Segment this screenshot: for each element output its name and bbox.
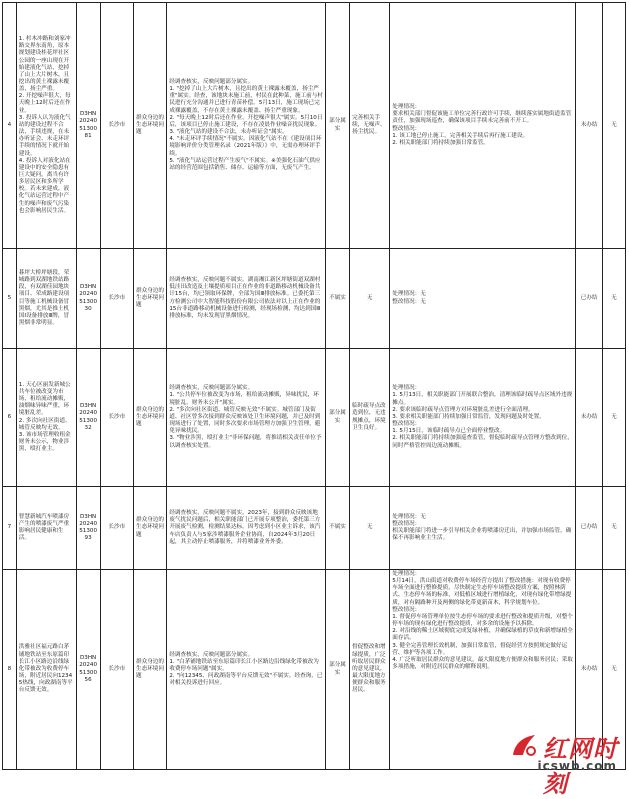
process-result: 处理情况： 5月14日，洪山街道对收费停车场经营方提出了整改措施：对现有收费停车场全面进行整修提质，尽快制定生态停车场整改提质方案，按照林荫式、生态停车场的标准，对低植区域进行增植绿化，对现有绿化带增绿提质，对有隔路种开及两侧的绿化带更新苗木，科学规划车位。 整改情况： 1. 督促停车场管理单位按生态停车场的要求进行整改和提质升级，对整个停车场的现有绿化进行整改提质，对多余的设施予以拆除。 2. 对沿线的稀土区域彻底完成复绿补植，并确保绿植的草皮和新增绿植全面存活。 3. 健全完善管理长效机制，加强日常监管，督促经营方按照规定做好运营、维护等各项工作。 4. 广泛听取居民群众的意见建议，最大限度地方便群众和服务居民；采取多项措施，对附近居民群众的解释说明。 (390, 570, 576, 770)
row-number: 6 (3, 349, 17, 487)
table-row-7 (3, 487, 626, 570)
problem-type: 群众身边的生态环境问题 (134, 3, 167, 249)
completion-status: 已办结 (576, 249, 602, 349)
accountability: 无 (602, 570, 625, 770)
row-number: 4 (3, 3, 17, 249)
city: 长沙市 (100, 249, 133, 349)
problem-type: 群众身边的生态环境问题 (134, 570, 167, 770)
process-result: 处理情况： 要求相关部门督促该施工单位完善行政许可手续，继续落实属地街道监管责任，加强现场巡查，确保该项目手续未完善前不开工。 整改情况： 1. 该工地已停止施工，完善相关手续后再行施工建设。 2. 相关职能部门将持续加强日常监管。 (390, 3, 576, 249)
row-number: 5 (3, 249, 17, 349)
complaint-content: 智慧新城汽车喷漆房产生的喷漆废气严重影响居民健康和生活。 (16, 487, 76, 570)
process-result: 处理情况： 1. 5月13日，相关职能部门开展联合整治，清理该临时疏导点区域外违规摊点。 2. 要求该临时疏导点管理方对环境脏乱差进行全面清理。 3. 要求相关职能部门持续加强日常监管，发现问题及时处置。 整改情况： 1. 5月15日，该临时疏导点已全面停业整改。 2. 相关职能部门将持续加强巡查监管，督促临时疏导点管理方整改到位，同时严格管控周边流动摊贩。 (390, 349, 576, 487)
completion-status: 已办结 (576, 487, 602, 570)
accountability: 无 (602, 249, 625, 349)
red-flag-logo-icon (509, 731, 539, 759)
completion-status: 未办结 (576, 570, 602, 770)
handled-status: 无 (350, 487, 390, 570)
watermark-site: icswb.com (537, 759, 617, 773)
brand-watermark (507, 729, 623, 798)
fact-status: 部分属实 (325, 3, 349, 249)
complaint-content: 1. 天心区丽发新城公共车位被改变为市场，租给流动摊贩，油烟味异味严重，环境脏乱差。 2. 多次向社区街道、城管反映均无效。 3. 该市场管理收租金财务未公示，物业涉黑，殴打业主。 (16, 349, 76, 487)
case-code: D3HN202405130093 (76, 487, 100, 570)
problem-type: 群众身边的生态环境问题 (134, 487, 167, 570)
fact-status: 部分属实 (325, 570, 349, 770)
completion-status: 未办结 (576, 349, 602, 487)
case-code: D3HN202405130030 (76, 249, 100, 349)
verification-result: 经调查核实，反映问题部分属实。 1. "挖掉了山上大片树木，且挖出的黄土裸露未覆盖，扬尘严重"属实。经查，该地块未施工前，村民在此种菜，施工前与村民进行充分沟通并已进行青苗补偿。5月13日，施工现场已完成裸露覆盖，不存在黄土裸露未覆盖、扬尘严重现象。 2. "每天晚上12时后还在作业，开挖噪声很大"属实。5月10日后，该项目已停止施工建设，不存在凌晨作业噪音扰民现象。 3. "液化气站的建设不合法，未办听证会"属实。 4. "未走环评手续情况"不属实。因液化气站不在《建设项目环境影响评价分类管理名录（2021年版）》中，无需办理环评手续。 5. "液化气站运营过程产生废气"不属实。※美强化石油气供应站的经营范围包括销售、储存、运输等方面，无废气产生。 (167, 3, 326, 249)
table-row-6 (3, 349, 626, 487)
city: 长沙市 (100, 3, 133, 249)
table-row-4 (3, 3, 626, 249)
handled-status: 临时疏导点改造到位，无违规摊点，环境卫生良好。 (350, 349, 390, 487)
city: 长沙市 (100, 570, 133, 770)
complaint-content: 暮坪大桥坪塘段，荣城路到双湖地铁站路段，有双湖佳园地块项目、荣成路建设项目等施工机械设备冒黑烟，尤其是推土机国Ⅰ设备排放Ⅲ牌，冒黑烟非常明显。 (16, 249, 76, 349)
verification-result: 经调查核实，反映问题部分属实。 1. "公共停车位被改变为市场，租给流动摊贩，异味扰民，环境脏乱，财务未公开"属实。 2. "多次向社区街道、城管反映无效"不属实。城管部门及街道、社区曾多次接到群众反映该处卫生环境问题，并已及时到现场进行了处置，同时多次要求市场管理方加强卫生管理，避免异味扰民。 3. "物业涉黑，殴打业主"非环保问题，将推请相关责任单位予以调查核实处置。 (167, 349, 326, 487)
petition-table (2, 2, 626, 770)
city: 长沙市 (100, 487, 133, 570)
case-code: D3HN202405130056 (76, 570, 100, 770)
problem-type: 群众身边的生态环境问题 (134, 249, 167, 349)
fact-status: 部分属实 (325, 349, 349, 487)
verification-result: 经调查核实，反映问题部分属实。 1. "白茅铺地铁站至东原篇印长江小区路边沿线绿化带被改为收费停车场问题"属实。 2. "向12345、问政湖南等平台反馈无效"不属实。经查询，已对相关投诉进行回应。 (167, 570, 326, 770)
case-code: D3HN202405130032 (76, 349, 100, 487)
fact-status: 不属实 (325, 249, 349, 349)
verification-result: 经调查核实，反映问题不属实。2023年，接到群众反映该地废气扰民问题后，相关职能部门已开展专项整治，委托第三方开展废气检测，检测结果达标。因考虑到小区业主诉求，该汽车店负责人与5家涉喷漆服务企业协商，自2024年3月20日起，其主动停止喷漆服务，并将喷漆业务外委。 (167, 487, 326, 570)
row-number: 7 (3, 487, 17, 570)
problem-type: 群众身边的生态环境问题 (134, 349, 167, 487)
row-number: 8 (3, 570, 17, 770)
accountability: 无 (602, 487, 625, 570)
fact-status: 不属实 (325, 487, 349, 570)
completion-status: 未办结 (576, 3, 602, 249)
process-result: 处理情况：无 整改情况：无 (390, 249, 576, 349)
verification-result: 经调查核实，反映问题不属实。湖南湘江新区坪塘街道双湖村低洼田改造及土壤提质项目正在作业的非道路移动机械设备共计15台，均已领取环保牌，全部为国Ⅲ排放标准。已委托第三方检测公司中大智能科技股份有限公司依法对以上正在作业的15台非道路移动机械设备进行检测，经现场检测，均达到国Ⅲ排放标准，均未发现冒黑烟情况。 (167, 249, 326, 349)
accountability: 无 (602, 3, 625, 249)
process-result: 处理情况：无 整改情况： 相关职能部门将进一步引导相关企业将喷漆房迁出，并加强市场监管，确保不再影响业主生活。 (390, 487, 576, 570)
complaint-content: 洪雅社区福元路白茅铺地铁站至东原篇印长江小区路边沿线绿化带被改为收费停车场，附近居民向12345热线，向政湖南等平台反馈无效。 (16, 570, 76, 770)
handled-status: 无 (350, 249, 390, 349)
accountability: 无 (602, 349, 625, 487)
city: 长沙市 (100, 349, 133, 487)
handled-status: 督促整改和增绿提质，广泛听取居民群众的意见建议，最大限度地方便群众和服务居民。 (350, 570, 390, 770)
case-code: D3HN202405130081 (76, 3, 100, 249)
complaint-content: 1. 杉木冲路和刘家冲路交界东南角，原本规划建设桂花坪社区公园的一座山现在开始建液化气站，挖掉了山上大片树木，且挖出的黄土裸露未覆盖，扬尘严重。 2. 开挖噪声很大，每天晚上12时后还在作业。 3. 投诉人认为液化气站的建设过程不合法，手续违规，在未办听证会、未走环评手续的情况下就开始建设。 4. 投诉人对液化站在建设中的安全隐患有巨大疑问，离当有许多居民区和多所学校。若未来建成，液化气站运营过程中产生的噪声和废气污染也会影响居民生活。 (16, 3, 76, 249)
table-row-5 (3, 249, 626, 349)
watermark-brand: 红网时刻 (543, 734, 618, 798)
handled-status: 完善相关手续，无噪声、扬尘扰民。 (350, 3, 390, 249)
